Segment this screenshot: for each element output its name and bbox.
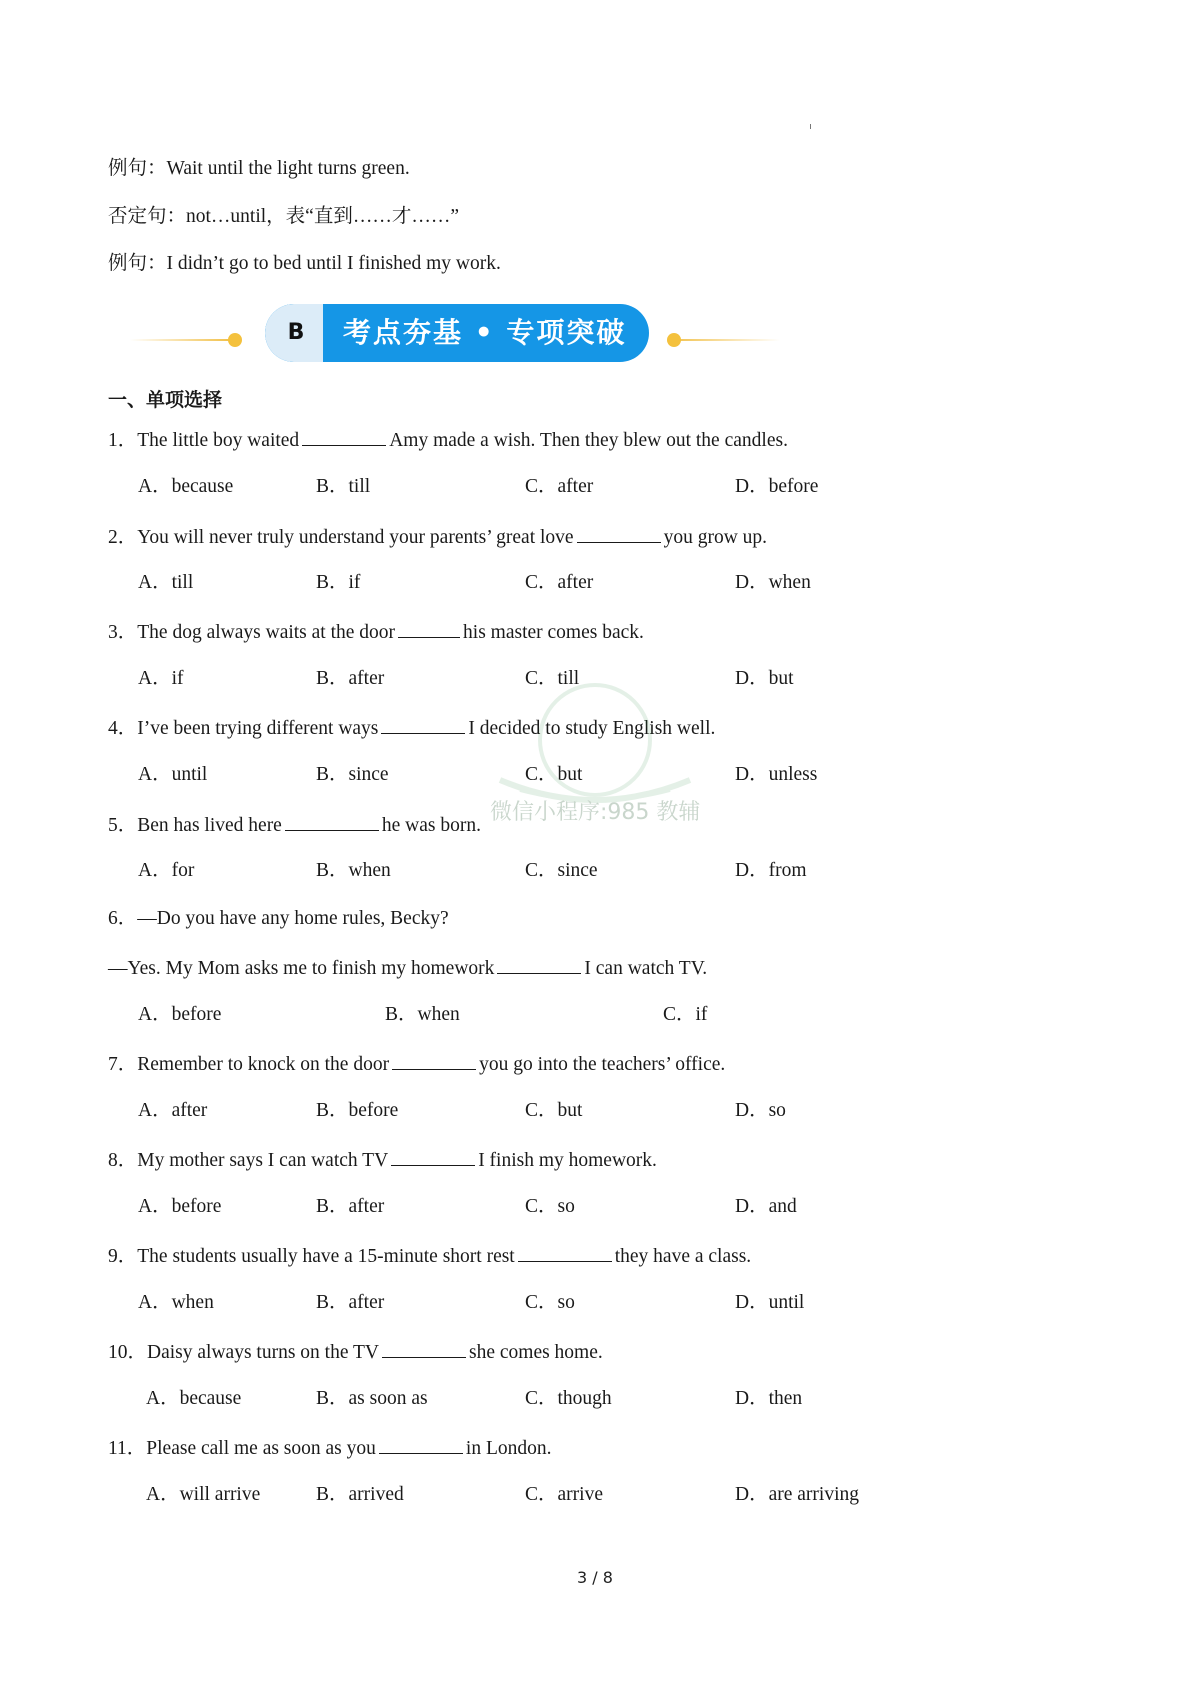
option-b: B．if xyxy=(316,572,361,593)
option-b: B．before xyxy=(316,1100,399,1121)
option-a: A．before xyxy=(138,1004,222,1025)
answer-blank xyxy=(391,1147,475,1166)
option-d: D．unless xyxy=(735,764,818,785)
question-text-before: The dog always waits at the door xyxy=(137,622,396,643)
question-2 xyxy=(108,524,767,550)
option-a: A．because xyxy=(146,1388,242,1409)
banner-line-right xyxy=(670,339,780,341)
option-b: B．since xyxy=(316,764,389,785)
answer-blank xyxy=(381,715,465,734)
answer-blank xyxy=(382,1339,466,1358)
question-11 xyxy=(108,1435,552,1461)
question-number: 11． xyxy=(108,1438,147,1459)
option-c: C．though xyxy=(525,1388,612,1409)
question-8 xyxy=(108,1147,657,1173)
section-banner xyxy=(265,304,649,362)
option-b: B．till xyxy=(316,476,371,497)
option-c: C．so xyxy=(525,1292,575,1313)
question-9 xyxy=(108,1243,751,1269)
answer-blank xyxy=(285,812,379,831)
option-c: C．since xyxy=(525,860,598,881)
question-text-after: Amy made a wish. Then they blew out the candles. xyxy=(389,430,788,451)
option-c: C．till xyxy=(525,668,580,689)
question-number: 4． xyxy=(108,718,138,739)
question-10 xyxy=(108,1339,603,1365)
option-b: B．after xyxy=(316,668,385,689)
answer-blank xyxy=(577,524,661,543)
option-a: A．when xyxy=(138,1292,214,1313)
option-b: B．after xyxy=(316,1196,385,1217)
banner-line-left xyxy=(130,339,230,341)
option-c: C．arrive xyxy=(525,1484,603,1505)
question-text-after: his master comes back. xyxy=(463,622,644,643)
question-6-line-2 xyxy=(108,955,707,981)
question-text-after: I decided to study English well. xyxy=(468,718,716,739)
page-mark xyxy=(810,124,811,129)
option-c: C．but xyxy=(525,1100,583,1121)
page-number: 3 / 8 xyxy=(577,1568,613,1587)
question-number: 8． xyxy=(108,1150,138,1171)
option-c: C．if xyxy=(663,1004,708,1025)
option-a: A．after xyxy=(138,1100,208,1121)
answer-blank xyxy=(379,1435,463,1454)
option-c: C．so xyxy=(525,1196,575,1217)
question-text-before: Ben has lived here xyxy=(137,815,282,836)
question-text-after: you grow up. xyxy=(663,527,768,548)
option-d: D．before xyxy=(735,476,819,497)
option-a: A．before xyxy=(138,1196,222,1217)
intro-line-3: 例句：I didn’t go to bed until I finished my work. xyxy=(108,253,501,274)
question-number: 1． xyxy=(108,430,138,451)
option-d: D．are arriving xyxy=(735,1484,859,1505)
answer-blank xyxy=(392,1051,476,1070)
answer-blank xyxy=(302,427,386,446)
option-a: A．until xyxy=(138,764,208,785)
option-a: A．will arrive xyxy=(146,1484,261,1505)
question-text-after: I can watch TV. xyxy=(584,958,708,979)
question-number: 2． xyxy=(108,527,138,548)
option-a: A．for xyxy=(138,860,195,881)
question-1 xyxy=(108,427,788,453)
question-text-after: I finish my homework. xyxy=(478,1150,657,1171)
question-text-before: My mother says I can watch TV xyxy=(137,1150,389,1171)
question-number: 9． xyxy=(108,1246,138,1267)
banner-dot-left xyxy=(228,333,242,347)
option-b: B．after xyxy=(316,1292,385,1313)
option-d: D．until xyxy=(735,1292,805,1313)
banner-dot-right xyxy=(667,333,681,347)
question-text-before: Please call me as soon as you xyxy=(146,1438,376,1459)
question-text-before: I’ve been trying different ways xyxy=(137,718,379,739)
question-text-before: Remember to knock on the door xyxy=(137,1054,390,1075)
answer-blank xyxy=(518,1243,612,1262)
question-7 xyxy=(108,1051,725,1077)
question-text-after: they have a class. xyxy=(614,1246,752,1267)
option-d: D．from xyxy=(735,860,807,881)
question-text-before: You will never truly understand your parents’ great love xyxy=(137,527,574,548)
question-text-before: Daisy always turns on the TV xyxy=(147,1342,379,1363)
question-number: 7． xyxy=(108,1054,138,1075)
intro-line-2: 否定句：not…until，表“直到……才……” xyxy=(108,206,459,227)
option-d: D．and xyxy=(735,1196,797,1217)
option-b: B．arrived xyxy=(316,1484,404,1505)
answer-blank xyxy=(398,619,460,638)
section-title: 一、单项选择 xyxy=(108,389,223,411)
question-6 xyxy=(108,907,449,931)
option-b: B．when xyxy=(385,1004,460,1025)
banner-title: 考点夯基 • 专项突破 xyxy=(343,316,627,349)
question-text-before: The little boy waited xyxy=(137,430,300,451)
question-text-after: he was born. xyxy=(381,815,481,836)
question-text-after: in London. xyxy=(465,1438,552,1459)
question-number: 3． xyxy=(108,622,138,643)
question-number: 6． xyxy=(108,908,138,929)
option-d: D．when xyxy=(735,572,811,593)
watermark-text: 微信小程序:985 教辅 xyxy=(490,800,701,825)
option-c: C．but xyxy=(525,764,583,785)
question-5 xyxy=(108,812,481,838)
question-text-after: you go into the teachers’ office. xyxy=(479,1054,726,1075)
question-number: 10． xyxy=(108,1342,148,1363)
option-d: D．then xyxy=(735,1388,803,1409)
question-3 xyxy=(108,619,644,645)
question-number: 5． xyxy=(108,815,138,836)
question-text-after: she comes home. xyxy=(469,1342,603,1363)
option-d: D．but xyxy=(735,668,794,689)
banner-letter: B xyxy=(287,320,305,345)
answer-blank xyxy=(497,955,581,974)
option-a: A．if xyxy=(138,668,184,689)
option-c: C．after xyxy=(525,572,594,593)
intro-line-1: 例句：Wait until the light turns green. xyxy=(108,158,410,179)
question-text-before: The students usually have a 15-minute short rest xyxy=(137,1246,515,1267)
question-text-before: —Do you have any home rules, Becky? xyxy=(137,908,449,929)
option-a: A．because xyxy=(138,476,234,497)
option-d: D．so xyxy=(735,1100,786,1121)
option-b: B．when xyxy=(316,860,391,881)
question-text-before: —Yes. My Mom asks me to finish my homework xyxy=(108,958,495,979)
option-c: C．after xyxy=(525,476,594,497)
option-b: B．as soon as xyxy=(316,1388,428,1409)
option-a: A．till xyxy=(138,572,194,593)
